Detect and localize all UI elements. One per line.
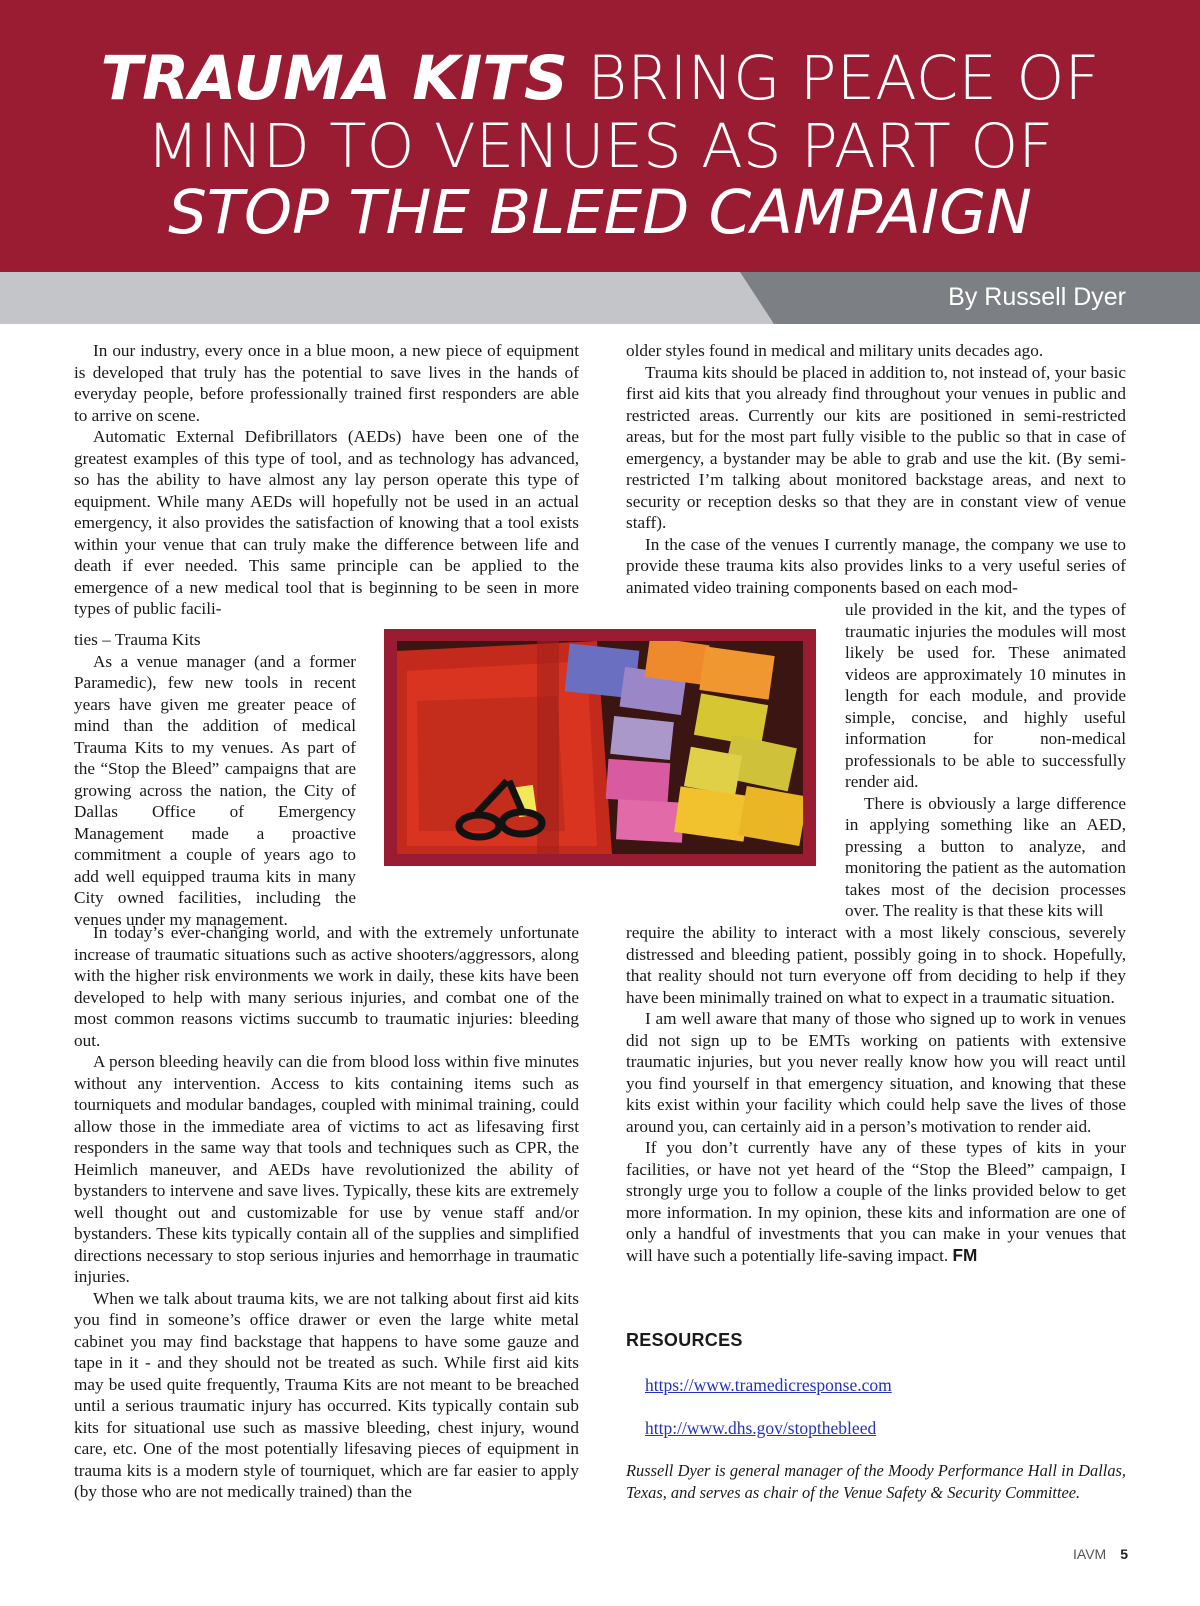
trauma-kit-photo-frame (384, 629, 816, 866)
resource-link-tramedic[interactable]: https://www.tramedicresponse.com (645, 1375, 892, 1395)
end-mark: FM (952, 1244, 978, 1265)
page-footer (1073, 1546, 1128, 1562)
paragraph: In our industry, every once in a blue moon, a new piece of equipment is developed that truly has the potential to save lives in the hands of everyday people, before professionally trained first responders are able to arrive on scene. (74, 341, 579, 425)
paragraph: Trauma kits should be placed in addition to, not instead of, your basic first aid kits that you already find throughout your venues in public and restricted areas. Currently our kits are positioned in semi-restricted areas, but for the most part fully visible to the public so that in case of emergency, a bystander may be able to grab and use the kit. (By semi-restricted I’m talking about monitored backstage areas, and next to security or reception desks so that they are in constant view of venue staff). (626, 362, 1126, 532)
paragraph: A person bleeding heavily can die from blood loss within five minutes without any intervention. Access to kits containing items such as tourniquets and modular bandages, coupled with minimal training, could allow those in the immediate area of victims to act as lifesaving first responders in the same way that tools and techniques such as CPR, the Heimlich maneuver, and AEDs have revolutionized the ability of bystanders to intervene and save lives. Typically, these kits are extremely well thought out and customizable for use by venue staff and/or bystanders. These kits typically contain all of the supplies and simplified directions necessary to stop serious injuries and hemorrhage in traumatic injuries. (74, 1052, 579, 1286)
paragraph: I am well aware that many of those who signed up to work in venues did not sign up to be EMTs working on patients with extensive traumatic injuries, but you never really know how you will react until you find yourself in that emergency situation, and knowing that these kits exist within your facility which could help save the lives of those around you, can certainly aid in a person’s motivation to render aid. (626, 1009, 1126, 1136)
author-bio: Russell Dyer is general manager of the Moody Performance Hall in Dallas, Texas, and serves as chair of the Venue Safety & Security Committee. (626, 1461, 1126, 1502)
byline: By Russell Dyer (948, 283, 1126, 311)
article-column-1-top (74, 340, 579, 620)
title-line-2: MIND TO VENUES AS PART OF (146, 111, 1054, 182)
article-column-1-wrap (74, 629, 356, 930)
title-line-1-rest: BRING PEACE OF (567, 43, 1100, 114)
paragraph: require the ability to interact with a most likely conscious, severely distressed and bleeding patient, possibly going in to shock. Hopefully, that reality should not turn everyone off from deciding to help if they have been minimally trained on what to expect in a traumatic situation. (626, 923, 1126, 1007)
trauma-kit-illustration (397, 641, 803, 854)
paragraph: ule provided in the kit, and the types of traumatic injuries the modules will most likely be used for. These animated videos are approximately 10 minutes in length for each module, and provide simple, concise, and highly useful information for non-medical professionals to be able to successfully render aid. (845, 600, 1126, 791)
title-line-3: STOP THE BLEED CAMPAIGN (168, 177, 1032, 248)
paragraph: In today’s ever-changing world, and with the extremely unfortunate increase of traumatic situations such as active shooters/aggressors, along with the higher risk environments we work in daily, these kits have been developed to help with many serious injuries, and combat one of the most common reasons victims succumb to traumatic injuries: bleeding out. (74, 923, 579, 1050)
resource-link-dhs[interactable]: http://www.dhs.gov/stopthebleed (645, 1418, 877, 1438)
title-bold-phrase: TRAUMA KITS (100, 43, 568, 114)
paragraph: As a venue manager (and a former Paramedic), few new tools in recent years have given me greater peace of mind than the addition of medical Trauma Kits to my venues. As part of the “Stop the Bleed” campaigns that are growing across the nation, the City of Dallas Office of Emergency Management made a proactive commitment a couple of years ago to add well equipped trauma kits in many City owned facilities, including the venues under my management. (74, 651, 356, 929)
article-column-2-top (626, 340, 1126, 598)
resources-heading: RESOURCES (626, 1330, 743, 1350)
article-column-1-lower (74, 922, 579, 1503)
article-column-2-lower (626, 922, 1126, 1266)
paragraph: older styles found in medical and military units decades ago. (626, 341, 1044, 360)
paragraph (626, 1137, 1126, 1266)
paragraph: When we talk about trauma kits, we are not talking about first aid kits you find in someone’s office drawer or even the large white metal cabinet you may find backstage that happens to have some gauze and tape in it - and they should not be treated as such. While first aid kits may be used quite frequently, Trauma Kits are not meant to be breached until a serious traumatic injury has occurred. Kits typically contain sub kits for situational use such as massive bleeding, chest injury, wound care, etc. One of the most potentially lifesaving pieces of equipment in trauma kits is a modern style of tourniquet, which are far easier to apply (by those who are not medically trained) than the (74, 1288, 579, 1501)
paragraph: Automatic External Defibrillators (AEDs) have been one of the greatest examples of this type of tool, and as technology has advanced, so has the ability to have almost any lay person operate this type of equipment. While many AEDs will hopefully not be used in an actual emergency, it also provides the satisfaction of knowing that a tool exists within your venue that can truly make the difference between life and death if ever needed. This same principle can be applied to the emergence of a new medical tool that is beginning to be seen in more types of public facili- (74, 427, 579, 618)
paragraph: There is obviously a large difference in applying something like an AED, pressing a button to analyze, and monitoring the patient as the automation takes most of the decision processes over. The reality is that these kits will (845, 793, 1126, 920)
paragraph-text: If you don’t currently have any of these types of kits in your facilities, or have not yet heard of the “Stop the Bleed” campaign, I strongly urge you to follow a couple of the links provided below to get more information. In my opinion, these kits and information are one of only a handful of investments that you can make in your venues that will have such a potentially life-saving impact. (626, 1138, 1126, 1265)
article-column-2-wrap (845, 599, 1126, 922)
title-line-1 (0, 43, 1200, 114)
trauma-kit-photo (397, 641, 803, 854)
paragraph: ties – Trauma Kits (74, 630, 201, 649)
publication-name: IAVM (1073, 1546, 1107, 1562)
paragraph: In the case of the venues I currently manage, the company we use to provide these trauma kits also provides links to a very useful series of animated video training components based on each mod- (626, 534, 1126, 597)
page-number: 5 (1120, 1546, 1128, 1562)
title-banner (0, 0, 1200, 272)
